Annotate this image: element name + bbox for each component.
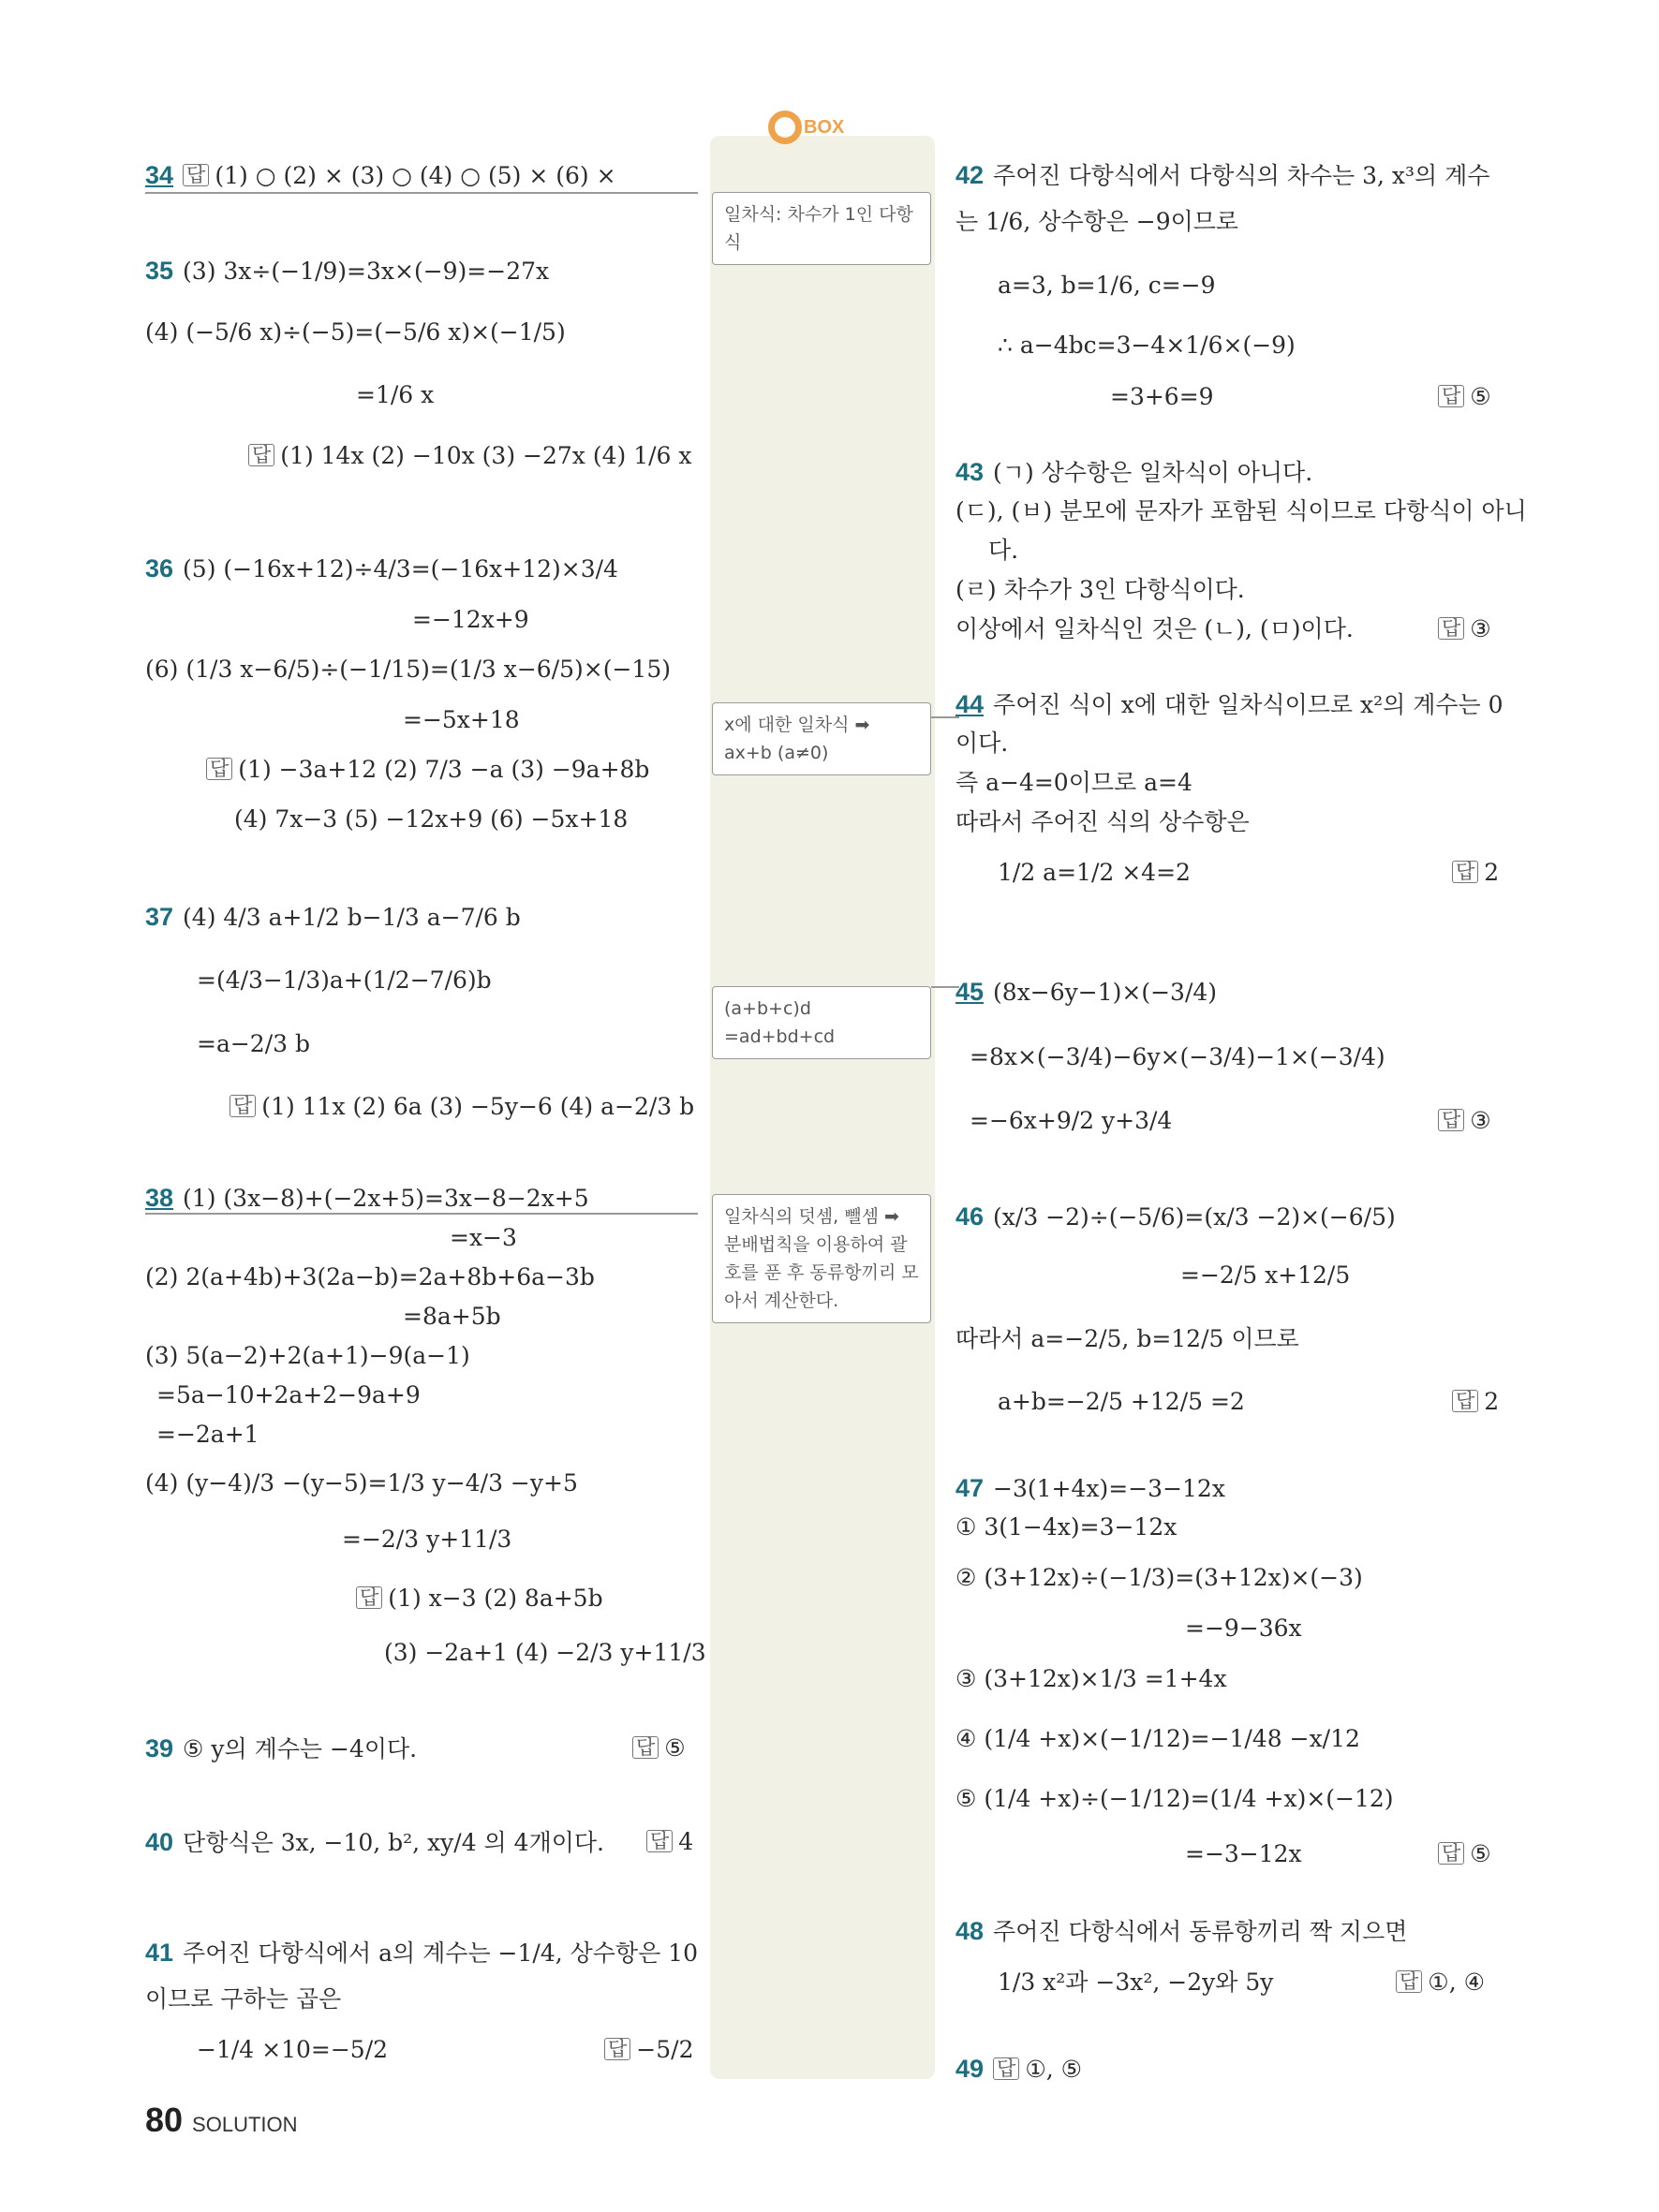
solution-line: 따라서 a=−2/5, b=12/5 이므로	[955, 1325, 1299, 1352]
answer-mark: 답 ③	[1438, 613, 1491, 645]
problem-36: 36 (5) (−16x+12)÷4/3=(−16x+12)×3/4	[145, 554, 618, 582]
solution-line: (3) 5(a−2)+2(a+1)−9(a−1)	[145, 1342, 470, 1369]
solution-line: =−5x+18	[403, 706, 520, 733]
problem-41: 41 주어진 다항식에서 a의 계수는 −1/4, 상수항은 10	[145, 1939, 698, 1967]
answer-mark: 답 2	[1452, 1386, 1499, 1418]
q-logo-icon	[768, 111, 802, 144]
note-box-3: (a+b+c)d =ad+bd+cd	[712, 986, 931, 1059]
note-box-2: x에 대한 일차식 ➡ ax+b (a≠0)	[712, 702, 931, 775]
solution-line: (2) 2(a+4b)+3(2a−b)=2a+8b+6a−3b	[145, 1263, 595, 1290]
problem-40: 40 단항식은 3x, −10, b², xy/4 의 4개이다.	[145, 1828, 604, 1856]
answer-line: 답 (1) x−3 (2) 8a+5b	[356, 1583, 603, 1615]
solution-line: ③ (3+12x)×1/3 =1+4x	[955, 1665, 1227, 1692]
problem-45: 45 (8x−6y−1)×(−3/4)	[955, 978, 1218, 1006]
solution-line: =x−3	[450, 1224, 517, 1251]
solution-line: a+b=−2/5 +12/5 =2	[998, 1388, 1245, 1415]
solution-line: =3+6=9	[1110, 383, 1214, 410]
problem-35: 35 (3) 3x÷(−1/9)=3x×(−9)=−27x	[145, 257, 550, 285]
page-number: 80	[145, 2101, 184, 2139]
solution-line: =8a+5b	[403, 1303, 501, 1330]
answer-mark: 답 2	[1452, 857, 1499, 889]
solution-line: =−9−36x	[1185, 1615, 1302, 1642]
answer-line: (3) −2a+1 (4) −2/3 y+11/3	[384, 1639, 706, 1666]
problem-37: 37 (4) 4/3 a+1/2 b−1/3 a−7/6 b	[145, 903, 521, 931]
problem-42: 42 주어진 다항식에서 다항식의 차수는 3, x³의 계수	[955, 161, 1490, 189]
solution-line: (6) (1/3 x−6/5)÷(−1/15)=(1/3 x−6/5)×(−15)	[145, 656, 671, 683]
solution-line: (ㄹ) 차수가 3인 다항식이다.	[955, 576, 1245, 603]
solution-line: =−12x+9	[412, 606, 529, 633]
solution-line: 이다.	[955, 730, 1009, 757]
problem-47: 47 −3(1+4x)=−3−12x	[955, 1474, 1225, 1502]
answer-mark: 답 ⑤	[1438, 381, 1491, 413]
solution-line: ② (3+12x)÷(−1/3)=(3+12x)×(−3)	[955, 1564, 1363, 1591]
solution-line: ① 3(1−4x)=3−12x	[955, 1513, 1178, 1541]
answer-line: 답 (1) −3a+12 (2) 7/3 −a (3) −9a+8b	[206, 754, 649, 786]
solution-line: a=3, b=1/6, c=−9	[998, 272, 1216, 299]
section-label: SOLUTION	[192, 2113, 298, 2136]
page-footer	[145, 2101, 298, 2140]
solution-line: =a−2/3 b	[197, 1030, 310, 1057]
answer-line: 답 (1) 11x (2) 6a (3) −5y−6 (4) a−2/3 b	[230, 1091, 694, 1123]
solution-line: (4) (−5/6 x)÷(−5)=(−5/6 x)×(−1/5)	[145, 318, 566, 346]
solution-line: ④ (1/4 +x)×(−1/12)=−1/48 −x/12	[955, 1725, 1360, 1752]
solution-line: 즉 a−4=0이므로 a=4	[955, 769, 1192, 796]
solution-line: 1/2 a=1/2 ×4=2	[998, 859, 1191, 886]
solution-line: =−3−12x	[1185, 1840, 1302, 1867]
problem-44: 44 주어진 식이 x에 대한 일차식이므로 x²의 계수는 0	[955, 690, 1503, 718]
problem-39: 39 ⑤ y의 계수는 −4이다.	[145, 1734, 418, 1762]
solution-line: −1/4 ×10=−5/2	[197, 2036, 389, 2063]
solution-line: (4) (y−4)/3 −(y−5)=1/3 y−4/3 −y+5	[145, 1469, 578, 1497]
answer-mark: 답 4	[646, 1826, 693, 1858]
solution-line: =8x×(−3/4)−6y×(−3/4)−1×(−3/4)	[970, 1043, 1385, 1070]
note-box-4: 일차식의 덧셈, 뺄셈 ➡ 분배법칙을 이용하여 괄호를 푼 후 동류항끼리 모아서 계산한다.	[712, 1194, 931, 1323]
qbox-sidebar	[710, 136, 935, 2079]
solution-line: (ㄷ), (ㅂ) 분모에 문자가 포함된 식이므로 다항식이 아니	[955, 497, 1527, 524]
answer-mark: 답 −5/2	[604, 2034, 693, 2066]
solution-line: 이므로 구하는 곱은	[145, 1985, 342, 2013]
solution-line: 이상에서 일차식인 것은 (ㄴ), (ㅁ)이다.	[955, 615, 1354, 642]
solution-line: =−6x+9/2 y+3/4	[970, 1107, 1173, 1134]
answer-mark: 답 ①, ④	[1396, 1967, 1485, 1998]
note-box-1: 일차식: 차수가 1인 다항식	[712, 192, 931, 265]
answer-line: (4) 7x−3 (5) −12x+9 (6) −5x+18	[234, 805, 629, 833]
solution-line: =1/6 x	[356, 381, 435, 408]
solution-line: ∴ a−4bc=3−4×1/6×(−9)	[998, 332, 1296, 359]
problem-34: 34 답 (1) ○ (2) × (3) ○ (4) ○ (5) × (6) ×	[145, 161, 616, 189]
problem-46: 46 (x/3 −2)÷(−5/6)=(x/3 −2)×(−6/5)	[955, 1202, 1396, 1231]
solution-line: 다.	[988, 537, 1019, 564]
solution-line: 1/3 x²과 −3x², −2y와 5y	[998, 1969, 1274, 1996]
solution-line: 는 1/6, 상수항은 −9이므로	[955, 208, 1239, 235]
problem-48: 48 주어진 다항식에서 동류항끼리 짝 지으면	[955, 1917, 1408, 1945]
answer-mark: 답 ⑤	[1438, 1838, 1491, 1870]
answer-mark: 답 ③	[1438, 1105, 1491, 1137]
solution-line: =−2/5 x+12/5	[1180, 1261, 1351, 1289]
problem-38: 38 (1) (3x−8)+(−2x+5)=3x−8−2x+5	[145, 1184, 589, 1212]
solution-line: =(4/3−1/3)a+(1/2−7/6)b	[197, 966, 492, 994]
solution-line: =−2/3 y+11/3	[342, 1526, 512, 1553]
solution-line: =5a−10+2a+2−9a+9	[156, 1381, 421, 1408]
solution-line: ⑤ (1/4 +x)÷(−1/12)=(1/4 +x)×(−12)	[955, 1785, 1394, 1812]
problem-49: 49 답 ①, ⑤	[955, 2055, 1083, 2083]
divider-line	[145, 192, 698, 194]
qbox-logo: BOX	[768, 111, 844, 144]
answer-mark: 답 ⑤	[632, 1733, 686, 1764]
problem-43: 43 (ㄱ) 상수항은 일차식이 아니다.	[955, 458, 1313, 486]
solution-line: =−2a+1	[156, 1421, 259, 1448]
answer-line: 답 (1) 14x (2) −10x (3) −27x (4) 1/6 x	[248, 440, 691, 472]
solution-line: 따라서 주어진 식의 상수항은	[955, 808, 1250, 835]
